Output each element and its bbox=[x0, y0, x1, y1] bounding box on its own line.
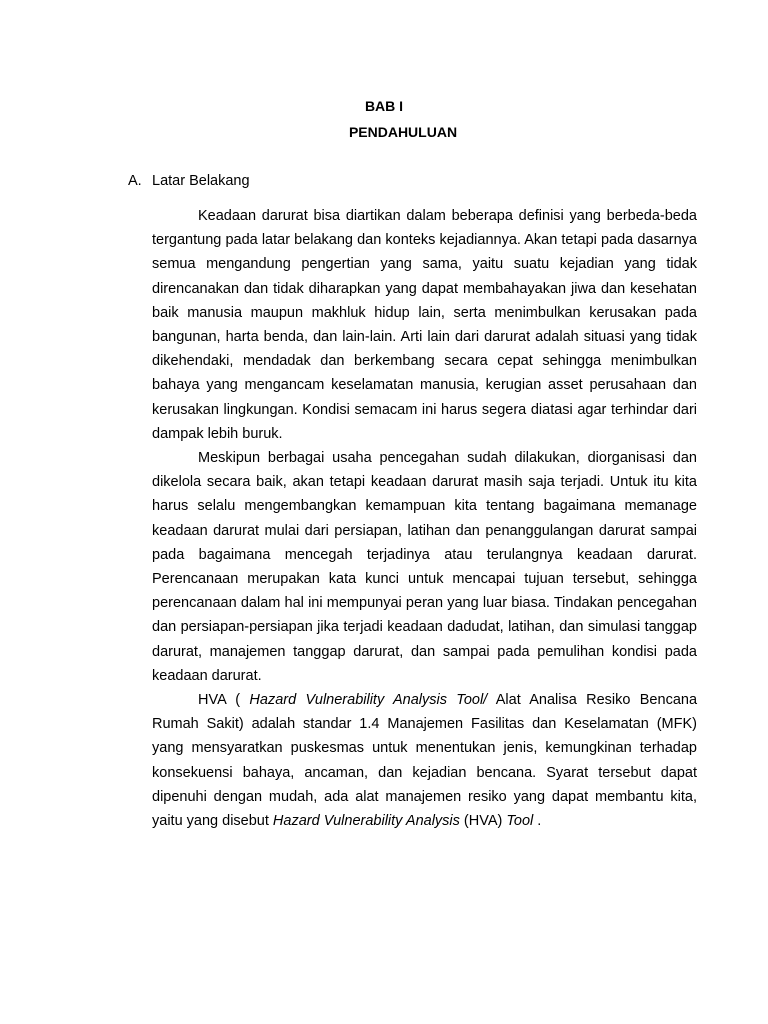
paragraph-3-text: HVA ( bbox=[198, 692, 250, 709]
italic-term: Hazard Vulnerability Analysis Tool/ bbox=[249, 692, 488, 709]
chapter-number: BAB I bbox=[364, 98, 404, 114]
paragraph-3-text: Alat Analisa Resiko Bencana Rumah Sakit) adalah standar 1.4 Manajemen Fasilitas dan Keselamatan (MFK) yang mensyaratkan puskesmas untuk menentukan jenis, kemungkinan terhadap konsekuensi bahaya, ancaman, dan kejadian bencana. Syarat tersebut dapat dipenuhi dengan mudah, ada alat manajemen resiko yang dapat membantu kita, yaitu yang disebut bbox=[152, 692, 698, 830]
paragraph-3 bbox=[152, 688, 697, 833]
italic-term: Hazard Vulnerability Analysis bbox=[272, 813, 460, 830]
body-text bbox=[152, 204, 697, 833]
paragraph-1: Keadaan darurat bisa diartikan dalam beberapa definisi yang berbeda-beda tergantung pada latar belakang dan konteks kejadiannya. Akan tetapi pada dasarnya semua mengandung pengertian yang sama, yaitu suatu kejadian yang tidak direncanakan dan tidak diharapkan yang dapat membahayakan jiwa dan kesehatan baik manusia maupun makhluk hidup lain, serta menimbulkan kerusakan pada bangunan, harta benda, dan lain-lain. Arti lain dari darurat adalah situasi yang tidak dikehendaki, mendadak dan berkembang secara cepat sehingga menimbulkan bahaya yang mengancam keselamatan manusia, kerugian asset perusahaan dan kerusakan lingkungan. Kondisi semacam ini harus segera diatasi agar terhindar dari dampak lebih buruk. bbox=[152, 208, 697, 442]
section-heading bbox=[128, 172, 250, 190]
section-title: Latar Belakang bbox=[152, 173, 250, 189]
section-marker: A. bbox=[128, 173, 142, 189]
italic-term: Tool bbox=[506, 813, 534, 830]
paragraph-2: Meskipun berbagai usaha pencegahan sudah dilakukan, diorganisasi dan dikelola secara baik, akan tetapi keadaan darurat masih saja terjadi. Untuk itu kita harus selalu mengembangkan kemampuan kita tentang bagaimana memanage keadaan darurat mulai dari persiapan, latihan dan penanggulangan darurat sampai pada bagaimana mencegah terjadinya atau terulangnya keadaan darurat. Perencanaan merupakan kata kunci untuk mencapai tujuan tersebut, sehingga perencanaan dalam hal ini mempunyai peran yang luar biasa. Tindakan pencegahan dan persiapan-persiapan jika terjadi keadaan dadudat, latihan, dan simulasi tanggap darurat, manajemen tanggap darurat, dan sampai pada pemulihan kondisi pada keadaan darurat. bbox=[152, 450, 697, 684]
chapter-title: PENDAHULUAN bbox=[348, 124, 458, 140]
paragraph-3-text: . bbox=[533, 813, 542, 830]
paragraph-3-text: (HVA) bbox=[459, 813, 507, 830]
